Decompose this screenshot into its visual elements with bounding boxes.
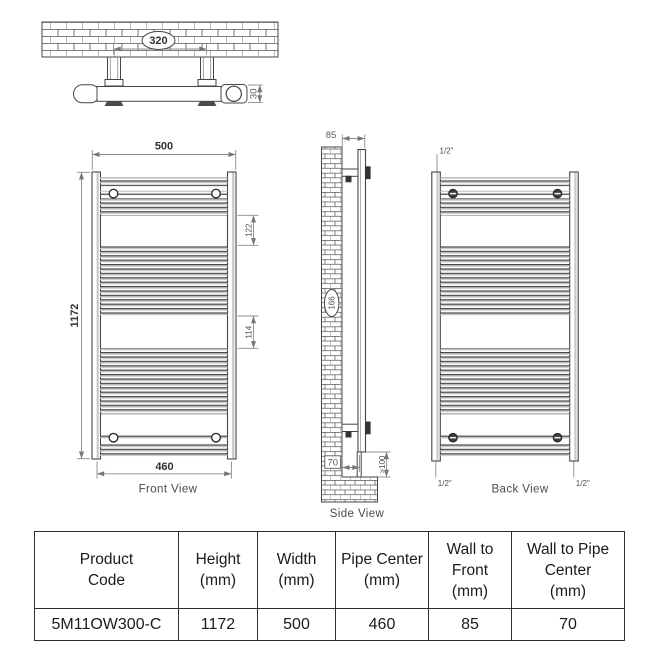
- conn-top-label: 1/2": [439, 146, 454, 156]
- back-view: [432, 147, 590, 496]
- wall-mount-detail: [42, 22, 278, 106]
- rails: [100, 177, 228, 456]
- header-wall-to-front: Wall to Front (mm): [429, 532, 512, 609]
- dim-wall-to-front: [342, 135, 365, 149]
- side-view-label: Side View: [329, 508, 385, 520]
- header-height: Height (mm): [179, 532, 258, 609]
- dim-70-label: 70: [327, 457, 338, 469]
- dim-500-label: 500: [154, 140, 174, 153]
- front-view-label: Front View: [138, 483, 198, 496]
- dim-114-label: 114: [244, 325, 254, 339]
- dim-460-label: 460: [155, 460, 174, 473]
- mounting-brackets: [105, 57, 216, 86]
- dim-30-label: 30: [248, 88, 260, 100]
- back-view-label: Back View: [491, 483, 549, 496]
- conn-bottom-left-label: 1/2": [437, 479, 452, 488]
- header-pipe-center: Pipe Center (mm): [336, 532, 429, 609]
- spec-table: [34, 531, 625, 641]
- conn-bottom-right-label: 1/2": [575, 479, 590, 488]
- dim-85-label: 85: [325, 130, 337, 141]
- spec-table-header-row: [35, 532, 625, 609]
- dim-1172-label: 1172: [69, 303, 81, 328]
- header-width: Width (mm): [258, 532, 336, 609]
- dim-122-label: 122: [244, 223, 254, 237]
- wall-and-floor: [322, 147, 378, 502]
- value-product-code: 5M11OW300-C: [35, 609, 179, 641]
- value-height: 1172: [179, 609, 258, 641]
- value-pipe-center: 460: [336, 609, 429, 641]
- header-product-code: Product Code: [35, 532, 179, 609]
- side-view: [322, 130, 391, 520]
- dim-320-label: 320: [149, 35, 168, 48]
- bracket-foot: [105, 102, 124, 107]
- spec-table-data-row: [35, 609, 625, 641]
- value-wall-to-pipe-center: 70: [512, 609, 625, 641]
- radiator-profile: [358, 150, 366, 453]
- header-wall-to-pipe-center: Wall to Pipe Center (mm): [512, 532, 625, 609]
- value-wall-to-front: 85: [429, 609, 512, 641]
- value-width: 500: [258, 609, 336, 641]
- rails: [440, 177, 569, 456]
- front-view: [69, 141, 259, 496]
- dim-100-label: >100: [377, 455, 387, 474]
- rail-cross-section: [74, 85, 248, 107]
- bracket-foot: [198, 102, 217, 107]
- dim-166-label: 166: [327, 296, 337, 310]
- dim-width: [92, 150, 235, 170]
